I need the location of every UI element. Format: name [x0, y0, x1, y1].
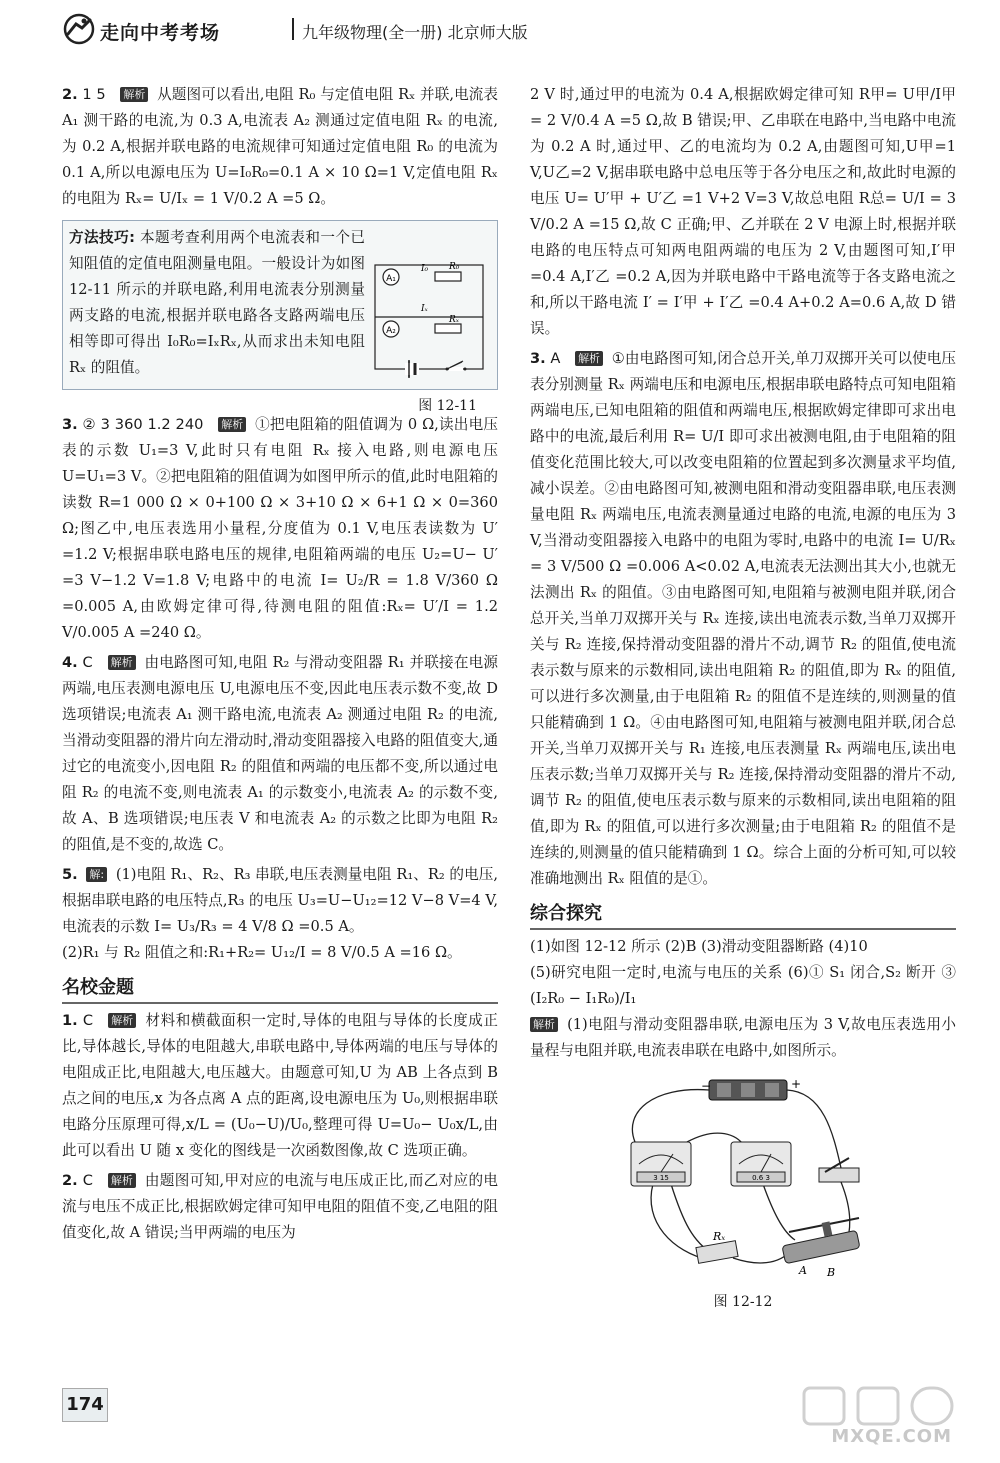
analysis-tag: 解析: [120, 87, 148, 102]
voltmeter-icon: [631, 1142, 691, 1186]
question-number: 2.: [62, 86, 78, 103]
watermark-text: MXQE.COM: [831, 1426, 952, 1447]
section-title-famous-school: 名校金题: [62, 974, 498, 1004]
figure-caption-12-12: 图 12-12: [713, 1294, 773, 1310]
question-number: 4.: [62, 654, 78, 671]
figure-caption-12-11: 图 12-11: [418, 398, 477, 414]
book-subtitle: 九年级物理(全一册) 北京师大版: [302, 23, 528, 42]
answer-line-1: (1)如图 12-12 所示 (2)B (3)滑动变阻器断路 (4)10: [530, 938, 868, 955]
analysis-text: 由题图可知,甲对应的电流与电压成正比,而乙对应的电流与电压不成正比,根据欧姆定律可知甲电阻的阻值不变,乙电阻的阻值变化,故 A 错误;当甲两端的电压为: [62, 1172, 499, 1241]
section-title-comprehensive: 综合探究: [530, 900, 956, 930]
method-title: 方法技巧:: [69, 229, 135, 246]
answer: 1 5: [82, 86, 106, 103]
battery-minus-label: −: [701, 1079, 712, 1093]
analysis-text: ①把电阻箱的阻值调为 0 Ω,读出电压表的示数 U₁=3 V,此时只有电阻 Rₓ 接入电路,则电源电压 U=U₁=3 V。②把电阻箱的阻值调为如图甲所示的值,此时电阻箱的读数 R=1 000 Ω × 0+100 Ω × 3+10 Ω × 6+1 Ω × 0=360 Ω;图乙中,电压表选用小量程,分度值为 0.1 V,电压表读数为 U′ =1.2 V;根据串联电路电压的规律,电阻箱两端的电压 U₂=U− U′ =3 V−1.2 V=1.8 V;电路中的电流 I= U₂/R = 1.8 V/360 Ω =0.005 A,由欧姆定律可得,待测电阻的阻值:Rₓ= U′/I = 1.2 V/0.005 A =240 Ω。: [62, 416, 498, 641]
question-5: [62, 862, 498, 966]
page-header: [60, 12, 960, 48]
figure-12-12: [613, 1072, 873, 1310]
method-text: 本题考查利用两个电流表和一个已知阻值的定值电阻测量电阻。一般设计为如图 12-11 所示的并联电路,利用电流表分别测量两支路的电流,根据并联电路各支路两端电压相等即可得出 I₀R₀=IₓRₓ,从而求出未知电阻 Rₓ 的阻值。: [69, 229, 365, 376]
watermark: [800, 1384, 960, 1452]
exam-question-3: [530, 346, 956, 892]
r0-label: R₀: [449, 262, 460, 272]
solution-tag: 解:: [86, 867, 107, 882]
page-number: 174: [62, 1388, 108, 1422]
brand-title: 走向中考考场: [100, 22, 221, 44]
question-number: 2.: [62, 1172, 78, 1189]
solution-part-1: (1)电阻 R₁、R₂、R₃ 串联,电压表测量电阻 R₁、R₂ 的电压,根据串联电路的电压特点,R₃ 的电压 U₃=U−U₁₂=12 V−8 V=4 V,电流表的示数 I= U₃/R₃ = 4 V/8 Ω =0.5 A。: [62, 866, 499, 935]
header-divider: [292, 18, 294, 40]
analysis-text: ①由电路图可知,闭合总开关,单刀双掷开关可以使电压表分别测量 Rₓ 两端电压和电源电压,根据串联电路特点可知电阻箱两端电压,已知电阻箱的阻值和两端电压,根据欧姆定律即可求出电路中的电流,最后利用 R= U/I 即可求出被测电阻,由于电阻箱的阻值变化范围比较大,可以改变电阻箱的位置起到多次测量求平均值,减小误差。②由电路图可知,被测电阻和滑动变阻器串联,电压表测量电阻 Rₓ 两端电压,电流表测量通过电路的电流,电源的电压为 3 V,当滑动变阻器接入电路中的电阻为零时,电路中的电流 I= U/Rₓ = 3 V/500 Ω =0.006 A<0.02 A,电流表无法测出其大小,也就无法测出 Rₓ 的阻值。③由电路图可知,电阻箱与被测电阻并联,闭合总开关,当单刀双掷开关与 Rₓ 连接,读出电流表示数,当单刀双掷开关与 R₂ 连接,保持滑动变阻器的滑片不动,调节 R₂ 的阻值,使电流表示数与原来的示数相同,读出电阻箱 R₂ 的阻值,即为 Rₓ 的阻值,可以进行多次测量,由于电阻箱 R₂ 的阻值不是连续的,则测量的值只能精确到 1 Ω。④由电路图可知,电阻箱与被测电阻并联,闭合总开关,当单刀双掷开关与 R₁ 连接,电压表测量 Rₓ 两端电压,读出电压表示数;当单刀双掷开关与 R₂ 连接,保持滑动变阻器的滑片不动,调节 R₂ 的阻值,使电压表示数与原来的示数相同,读出电阻箱的阻值,即为 Rₓ 的阻值,可以进行多次测量;由于电阻箱 R₂ 的阻值不是连续的,则测量的值只能精确到 1 Ω。综合上面的分析可知,可以较准确地测出 Rₓ 阻值的是①。: [530, 350, 957, 887]
physical-circuit-illustration: [613, 1072, 873, 1278]
rx-label: Rₓ: [449, 315, 459, 325]
a1-label: A₁: [386, 274, 396, 284]
answer: C: [82, 1012, 94, 1029]
ammeter-icon: [731, 1142, 791, 1186]
battery-plus-label: +: [791, 1077, 802, 1091]
analysis-tag: 解析: [530, 1017, 558, 1032]
exam-question-2: [62, 1168, 498, 1246]
runner-logo-icon: [60, 12, 98, 46]
watermark-logo-icon: [800, 1384, 960, 1428]
left-column: [62, 82, 498, 1250]
answer-line-2: (5)研究电阻一定时,电流与电压的关系 (6)① S₁ 闭合,S₂ 断开 ③ (I₂R₀ − I₁R₀)/I₁: [530, 964, 956, 1007]
terminal-b-label: B: [827, 1266, 836, 1278]
analysis-text: 由电路图可知,电阻 R₂ 与滑动变阻器 R₁ 并联接在电源两端,电压表测电源电压 U,电源电压不变,因此电压表示数不变,故 D 选项错误;电流表 A₁ 测干路电流,电流表 A₂ 测通过电阻 R₂ 的电流,当滑动变阻器的滑片向左滑动时,滑动变阻器接入电路的阻值变大,通过它的电流变小,因电阻 R₂ 的阻值和两端的电压都不变,所以通过电阻 R₂ 的电流不变,则电流表 A₁ 的示数变小,电流表 A₂ 的示数不变,故 A、B 选项错误;电压表 V 和电流表 A₂ 的示数之比即为电阻 R₂ 的阻值,是不变的,故选 C。: [62, 654, 499, 853]
comprehensive-answers: [530, 934, 956, 1064]
question-2: [62, 82, 498, 212]
question-number: 3.: [530, 350, 546, 367]
method-tips-box: [62, 220, 498, 414]
method-content: [69, 225, 365, 381]
circuit-diagram-12-11: [369, 259, 489, 391]
ix-label: Iₓ: [421, 304, 428, 314]
analysis-tag: 解析: [218, 417, 246, 432]
question-number: 1.: [62, 1012, 78, 1029]
answer: ② 3 360 1.2 240: [82, 416, 204, 433]
question-number: 3.: [62, 416, 78, 433]
answer: C: [82, 1172, 93, 1189]
resistor-rx-icon: [435, 324, 461, 333]
analysis-text: 材料和横截面积一定时,导体的电阻与导体的长度成正比,导体越长,导体的电阻越大,串联电路中,导体两端的电压与导体的电阻成正比,电阻越大,电压越大。由题意可知,U 为 AB 上各点到 B 点之间的电压,x 为各点离 A 点的距离,设电源电压为 U₀,则根据串联电路分压原理可得,x/L = (U₀−U)/U₀,整理可得 U=U₀− U₀x/L,由此可以看出 U 随 x 变化的图线是一次函数图像,故 C 选项正确。: [62, 1012, 499, 1159]
analysis-tag: 解析: [108, 1173, 136, 1188]
a2-label: A₂: [386, 326, 396, 336]
resistor-rx-icon: [696, 1230, 738, 1263]
ammeter-scale-label: 0.6 3: [752, 1174, 770, 1182]
rheostat-icon: [782, 1218, 860, 1278]
question-number: 5.: [62, 866, 78, 883]
voltmeter-scale-label: 3 15: [653, 1174, 669, 1182]
analysis-text: (1)电阻与滑动变阻器串联,电源电压为 3 V,故电压表选用小量程与电阻并联,电流表串联在电路中,如图所示。: [530, 1016, 956, 1059]
analysis-text: 从题图可以看出,电阻 R₀ 与定值电阻 Rₓ 并联,电流表 A₁ 测干路的电流,为 0.3 A,电流表 A₂ 测通过定值电阻 Rₓ 的电流,为 0.2 A,根据并联电路的电流规律可知通过定值电阻 R₀ 的电流为 0.1 A,所以电源电压为 U=I₀R₀=0.1 A × 10 Ω=1 V,定值电阻 Rₓ 的电阻为 Rₓ= U/Iₓ = 1 V/0.2 A =5 Ω。: [62, 86, 498, 207]
question-3: [62, 412, 498, 646]
i0-label: I₀: [421, 264, 429, 274]
answer: C: [82, 654, 93, 671]
exam-question-1: [62, 1008, 498, 1164]
answer: A: [550, 350, 561, 367]
rx-label: Rₓ: [713, 1230, 726, 1243]
terminal-a-label: A: [799, 1264, 807, 1277]
exam-question-2-continued: 2 V 时,通过甲的电流为 0.4 A,根据欧姆定律可知 R甲= U甲/I甲 = 2 V/0.4 A =5 Ω,故 B 错误;甲、乙串联在电路中,当电路中电流为 0.2 A 时,通过甲、乙的电流均为 0.2 A,由题图可知,U甲=1 V,U乙=2 V,据串联电路中总电压等于各分电压之和,故此时电源的电压 U= U′甲 + U′乙 =1 V+2 V=3 V,故总电阻 R总= U/I = 3 V/0.2 A =15 Ω,故 C 正确;甲、乙并联在 2 V 电源上时,根据并联电路的电压特点可知两电阻两端的电压为 2 V,由题图可知,I′甲 =0.4 A,I′乙 =0.2 A,因为并联电路中干路电流等于各支路电流之和,所以干路电流 I′ = I′甲 + I′乙 =0.4 A+0.2 A=0.6 A,故 D 错误。: [530, 86, 956, 337]
right-column: [530, 82, 957, 1310]
question-4: [62, 650, 498, 858]
analysis-tag: 解析: [108, 1013, 136, 1028]
analysis-tag: 解析: [575, 351, 603, 366]
analysis-tag: 解析: [108, 655, 136, 670]
solution-part-2: (2)R₁ 与 R₂ 阻值之和:R₁+R₂= U₁₂/I = 8 V/0.5 A =16 Ω。: [62, 944, 462, 961]
resistor-r0-icon: [435, 272, 461, 281]
